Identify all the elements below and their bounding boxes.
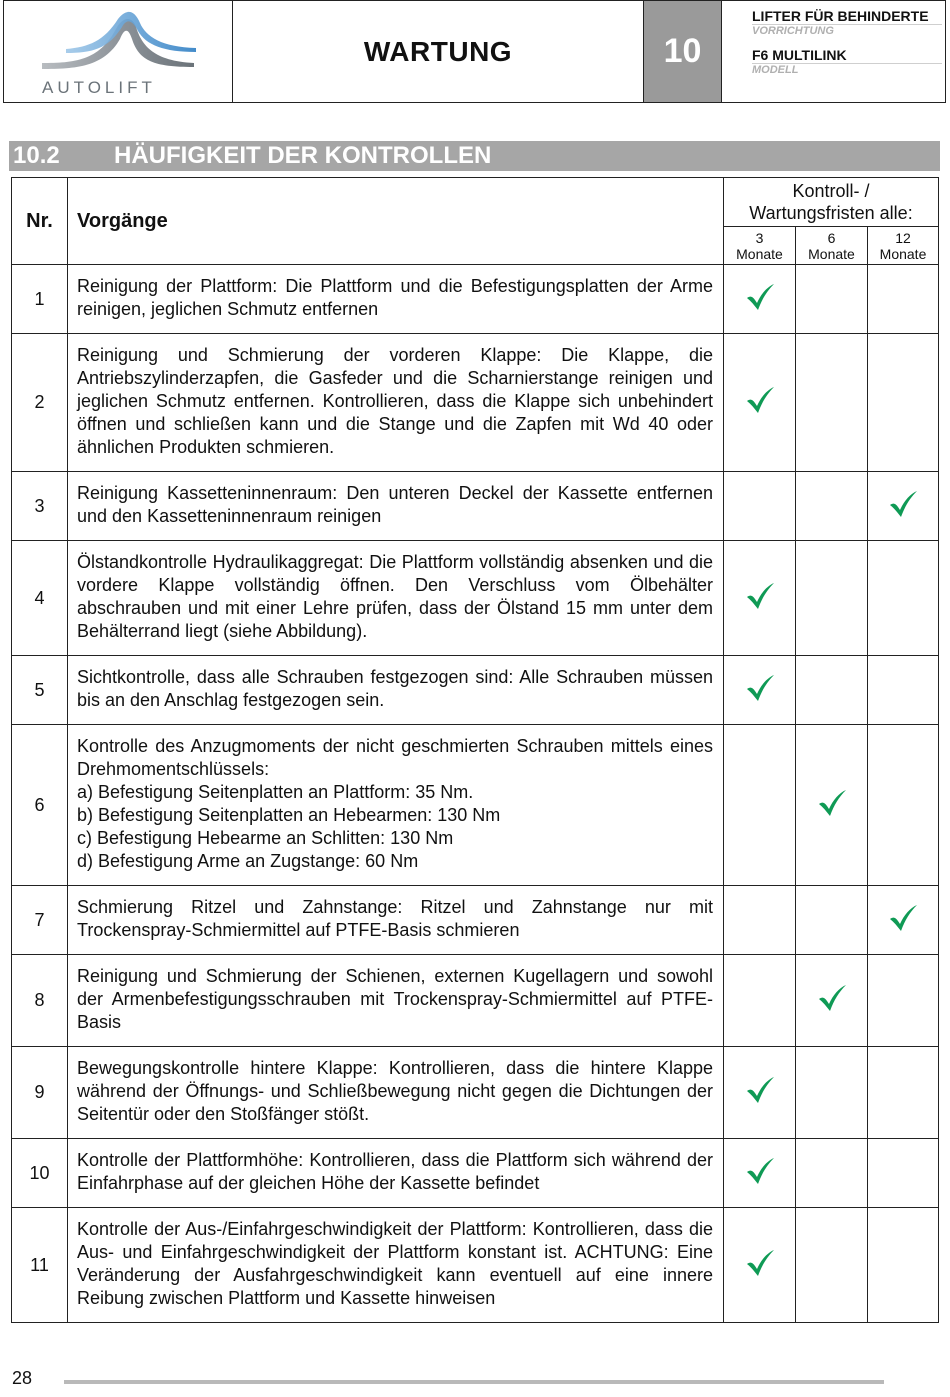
interval-cell — [724, 656, 796, 725]
section-heading — [9, 141, 940, 171]
interval-cell — [796, 541, 868, 656]
interval-cell — [724, 1047, 796, 1139]
interval-value: 12 — [895, 229, 911, 246]
device-label: VORRICHTUNG — [752, 24, 942, 37]
table-row — [12, 886, 939, 955]
row-number: 11 — [12, 1208, 68, 1323]
description-line: Bewegungskontrolle hintere Klappe: Kontrollieren, dass die hintere Klappe während der Öffnungs- und Schließbewegung nicht gegen die Dichtungen der Seitentür oder den Stoßfänger stößt. — [77, 1058, 713, 1124]
row-description — [68, 472, 724, 541]
row-number: 9 — [12, 1047, 68, 1139]
interval-value: 6 — [827, 229, 836, 246]
interval-cell — [868, 1047, 939, 1139]
check-mark-icon — [745, 1249, 775, 1277]
interval-cell — [796, 1139, 868, 1208]
interval-cell — [724, 725, 796, 886]
table-row — [12, 472, 939, 541]
table-row — [12, 334, 939, 472]
section-title: HÄUFIGKEIT DER KONTROLLEN — [114, 142, 492, 169]
page-number: 28 — [12, 1368, 33, 1388]
column-header-operations: Vorgänge — [68, 178, 724, 265]
interval-unit: Monate — [736, 245, 783, 262]
page-header — [3, 0, 946, 103]
check-mark-icon — [745, 386, 775, 414]
row-number: 10 — [12, 1139, 68, 1208]
check-mark-icon — [817, 789, 847, 817]
interval-cell — [868, 265, 939, 334]
row-description — [68, 1208, 724, 1323]
row-description — [68, 725, 724, 886]
table-row — [12, 1208, 939, 1323]
interval-header-3 — [724, 227, 796, 265]
description-line: d) Befestigung Arme an Zugstange: 60 Nm — [77, 851, 419, 871]
table-row — [12, 265, 939, 334]
model-label: MODELL — [752, 63, 942, 76]
interval-group-line2: Wartungsfristen alle: — [749, 203, 913, 223]
row-description — [68, 1139, 724, 1208]
table-row — [12, 1139, 939, 1208]
interval-cell — [868, 541, 939, 656]
interval-value: 3 — [755, 229, 764, 246]
interval-cell — [796, 472, 868, 541]
autolift-logo — [4, 1, 233, 102]
chapter-number: 10 — [644, 1, 722, 102]
row-description — [68, 1047, 724, 1139]
interval-cell — [724, 334, 796, 472]
interval-cell — [796, 1208, 868, 1323]
column-header-nr: Nr. — [12, 178, 68, 265]
interval-cell — [796, 1047, 868, 1139]
interval-group-header — [724, 178, 939, 227]
description-line: Reinigung und Schmierung der vorderen Klappe: Die Klappe, die Antriebszylinderzapfen, die Gasfeder und die Scharnierstange reinigen und jeglichen Schmutz entfernen. Kontrollieren, dass die Klappe sich unbehindert öffnen und schließen kann und die Stange und die Zapfen mit Wd 40 oder ähnlichen Produkten schmieren. — [77, 345, 713, 457]
check-mark-icon — [888, 490, 918, 518]
interval-cell — [868, 1208, 939, 1323]
interval-cell — [868, 725, 939, 886]
check-mark-icon — [745, 1076, 775, 1104]
row-description — [68, 656, 724, 725]
interval-cell — [868, 334, 939, 472]
document-meta — [722, 1, 945, 102]
description-line: Schmierung Ritzel und Zahnstange: Ritzel und Zahnstange nur mit Trockenspray-Schmiermittel auf PTFE-Basis schmieren — [77, 897, 713, 940]
row-description — [68, 886, 724, 955]
page-title: WARTUNG — [233, 1, 644, 102]
table-row — [12, 656, 939, 725]
row-description — [68, 334, 724, 472]
check-mark-icon — [888, 904, 918, 932]
logo-wordmark: AUTOLIFT — [42, 78, 156, 97]
description-line: Reinigung und Schmierung der Schienen, externen Kugellagern und sowohl der Armenbefestigungsschrauben mit Trockenspray-Schmiermittel auf PTFE-Basis — [77, 966, 713, 1032]
row-description — [68, 265, 724, 334]
row-number: 3 — [12, 472, 68, 541]
interval-cell — [724, 1208, 796, 1323]
schedule-rows — [12, 265, 939, 1323]
row-number: 6 — [12, 725, 68, 886]
check-mark-icon — [817, 984, 847, 1012]
check-mark-icon — [745, 674, 775, 702]
interval-cell — [724, 472, 796, 541]
description-line: Reinigung Kassetteninnenraum: Den unteren Deckel der Kassette entfernen und den Kassetteninnenraum reinigen — [77, 483, 713, 526]
table-row — [12, 1047, 939, 1139]
interval-cell — [724, 955, 796, 1047]
interval-cell — [796, 265, 868, 334]
description-line: Sichtkontrolle, dass alle Schrauben festgezogen sind: Alle Schrauben müssen bis an den Anschlag festgezogen sein. — [77, 667, 713, 710]
interval-cell — [868, 955, 939, 1047]
row-number: 4 — [12, 541, 68, 656]
description-line: Reinigung der Plattform: Die Plattform und die Befestigungsplatten der Arme reinigen, jeglichen Schmutz entfernen — [77, 276, 713, 319]
interval-unit: Monate — [808, 245, 855, 262]
description-line: Ölstandkontrolle Hydraulikaggregat: Die Plattform vollständig absenken und die vordere Klappe vollständig öffnen. Den Verschluss vom Ölbehälter abschrauben und mit einer Lehre prüfen, dass der Ölstand 15 mm unter dem Behälterrand liegt (siehe Abbildung). — [77, 552, 713, 641]
interval-header-12 — [868, 227, 939, 265]
check-mark-icon — [745, 283, 775, 311]
interval-cell — [796, 955, 868, 1047]
interval-cell — [796, 334, 868, 472]
interval-cell — [868, 656, 939, 725]
model-value: F6 MULTILINK — [752, 47, 847, 63]
table-row — [12, 541, 939, 656]
interval-cell — [724, 541, 796, 656]
description-line: Kontrolle der Aus-/Einfahrgeschwindigkeit der Plattform: Kontrollieren, dass die Aus- und Einfahrgeschwindigkeit der Plattform konstant ist. ACHTUNG: Eine Veränderung der Ausfahrgeschwindigkeit kann eventuell auf eine innere Reibung zwischen Plattform und Kassette hinweisen — [77, 1219, 713, 1308]
interval-cell — [724, 1139, 796, 1208]
interval-unit: Monate — [879, 245, 927, 262]
row-number: 1 — [12, 265, 68, 334]
description-line: Kontrolle der Plattformhöhe: Kontrollieren, dass die Plattform sich während der Einfahrphase auf der gleichen Höhe der Kassette befindet — [77, 1150, 713, 1193]
row-description — [68, 955, 724, 1047]
device-value: LIFTER FÜR BEHINDERTE — [752, 8, 929, 24]
check-mark-icon — [745, 582, 775, 610]
row-number: 5 — [12, 656, 68, 725]
description-line: a) Befestigung Seitenplatten an Plattform: 35 Nm. — [77, 782, 474, 802]
interval-cell — [724, 265, 796, 334]
footer-divider — [64, 1380, 884, 1384]
interval-group-line1: Kontroll- / — [792, 181, 870, 201]
interval-cell — [796, 656, 868, 725]
section-number: 10.2 — [13, 142, 60, 169]
interval-header-6 — [796, 227, 868, 265]
interval-cell — [796, 886, 868, 955]
row-description — [68, 541, 724, 656]
row-number: 8 — [12, 955, 68, 1047]
interval-cell — [868, 472, 939, 541]
description-line: c) Befestigung Hebearme an Schlitten: 130 Nm — [77, 828, 454, 848]
interval-cell — [796, 725, 868, 886]
table-row — [12, 955, 939, 1047]
check-mark-icon — [745, 1157, 775, 1185]
interval-cell — [868, 886, 939, 955]
row-number: 7 — [12, 886, 68, 955]
description-line: b) Befestigung Seitenplatten an Hebearmen: 130 Nm — [77, 805, 501, 825]
interval-cell — [868, 1139, 939, 1208]
row-number: 2 — [12, 334, 68, 472]
maintenance-schedule-table — [11, 177, 939, 1323]
description-line: Kontrolle des Anzugmoments der nicht geschmierten Schrauben mittels eines Drehmomentschlüssels: — [77, 736, 713, 779]
interval-cell — [724, 886, 796, 955]
table-row — [12, 725, 939, 886]
